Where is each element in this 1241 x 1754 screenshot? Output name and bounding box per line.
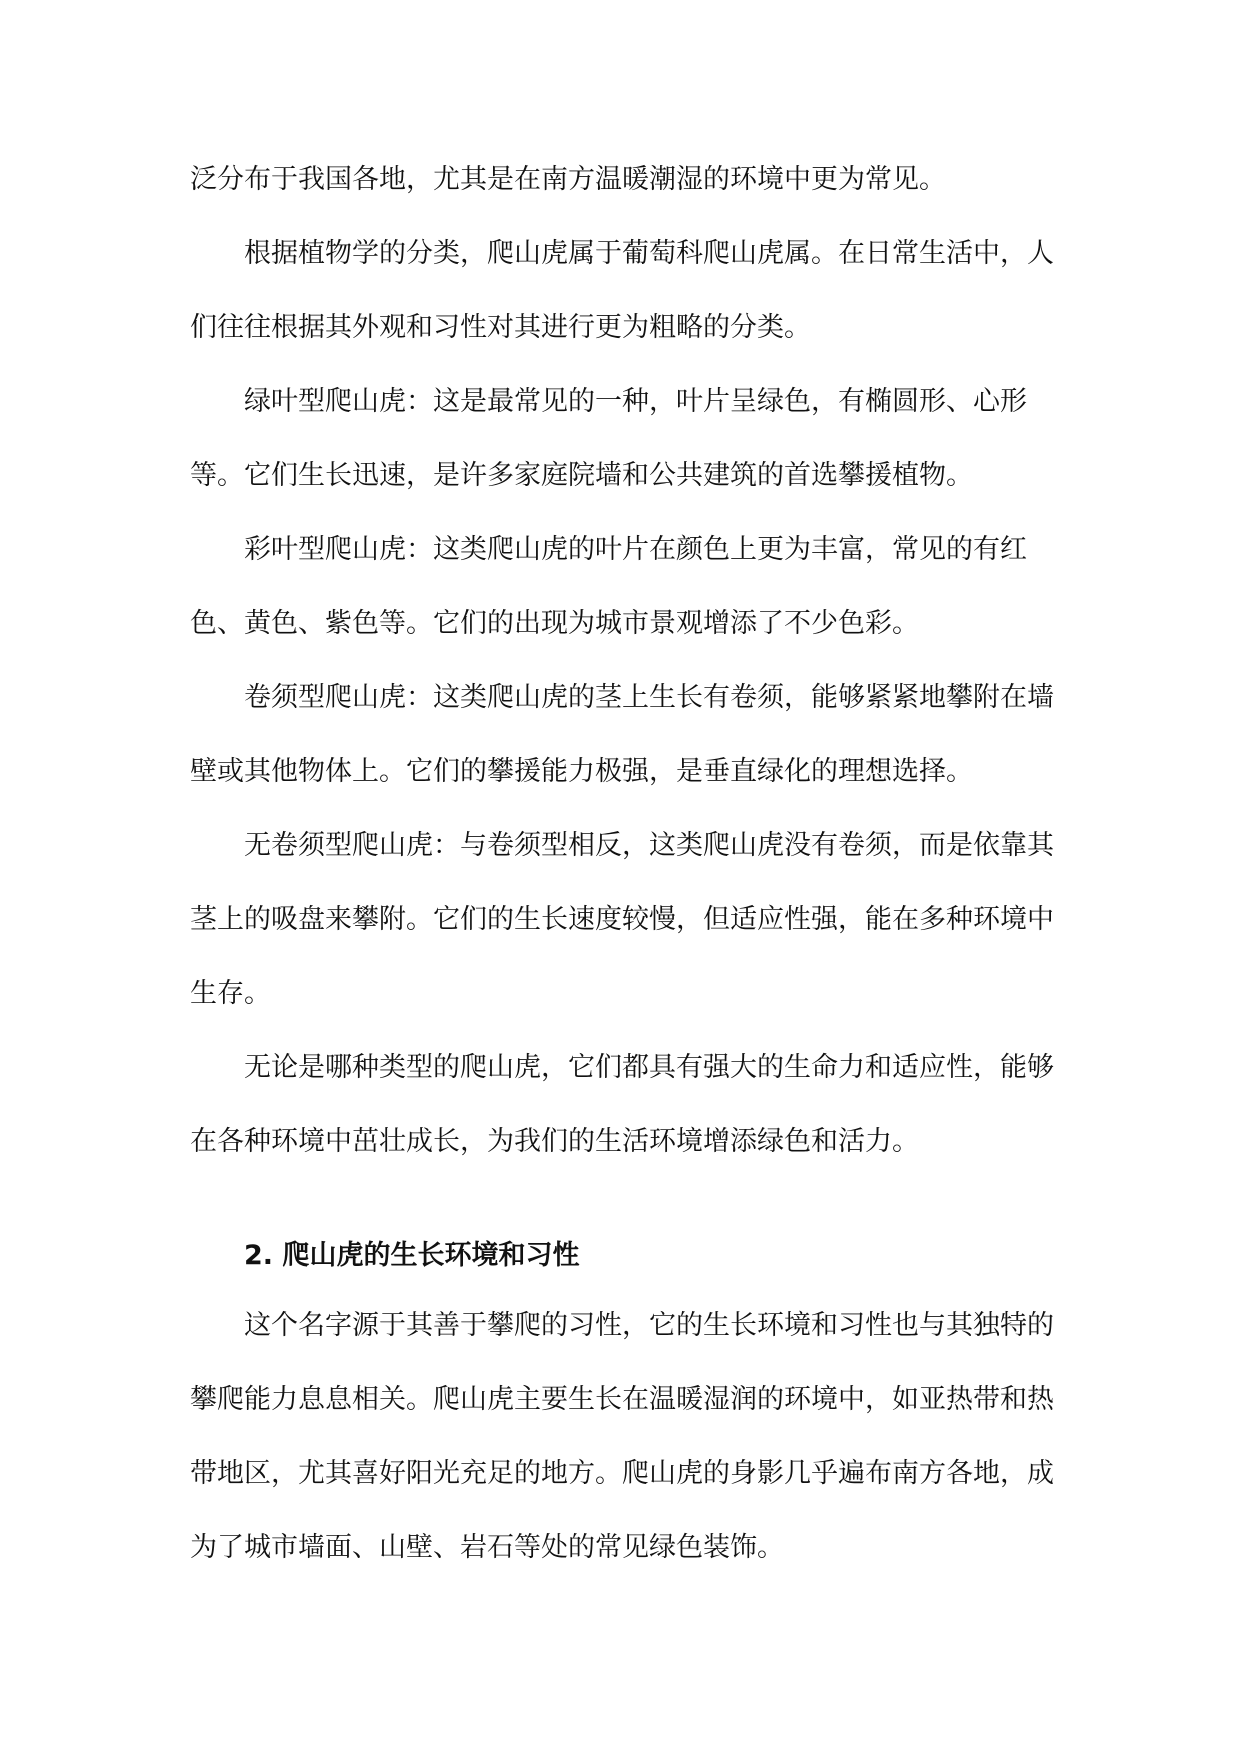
section-heading: 2. 爬山虎的生长环境和习性 <box>244 1240 580 1271</box>
paragraph-tendril-type: 卷须型爬山虎：这类爬山虎的茎上生长有卷须，能够紧紧地攀附在墙壁或其他物体上。它们的攀援能力极强，是垂直绿化的理想选择。 <box>190 682 1054 787</box>
body-text <box>190 143 1054 1585</box>
paragraph-no-tendril-type: 无卷须型爬山虎：与卷须型相反，这类爬山虎没有卷须，而是依靠其茎上的吸盘来攀附。它们的生长速度较慢，但适应性强，能在多种环境中生存。 <box>190 830 1054 1009</box>
paragraph-green-leaf-type: 绿叶型爬山虎：这是最常见的一种，叶片呈绿色，有椭圆形、心形等。它们生长迅速，是许多家庭院墙和公共建筑的首选攀援植物。 <box>190 386 1027 491</box>
paragraph-conclusion: 无论是哪种类型的爬山虎，它们都具有强大的生命力和适应性，能够在各种环境中茁壮成长，为我们的生活环境增添绿色和活力。 <box>190 1052 1054 1157</box>
section-spacer <box>190 1179 1054 1223</box>
paragraph-colored-leaf-type: 彩叶型爬山虎：这类爬山虎的叶片在颜色上更为丰富，常见的有红色、黄色、紫色等。它们的出现为城市景观增添了不少色彩。 <box>190 534 1027 639</box>
paragraph-continuation: 泛分布于我国各地，尤其是在南方温暖潮湿的环境中更为常见。 <box>190 164 946 195</box>
paragraph-classification: 根据植物学的分类，爬山虎属于葡萄科爬山虎属。在日常生活中，人们往往根据其外观和习性对其进行更为粗略的分类。 <box>190 238 1054 343</box>
paragraph-growth-environment: 这个名字源于其善于攀爬的习性，它的生长环境和习性也与其独特的攀爬能力息息相关。爬山虎主要生长在温暖湿润的环境中，如亚热带和热带地区，尤其喜好阳光充足的地方。爬山虎的身影几乎遍布南方各地，成为了城市墙面、山壁、岩石等处的常见绿色装饰。 <box>190 1310 1054 1563</box>
